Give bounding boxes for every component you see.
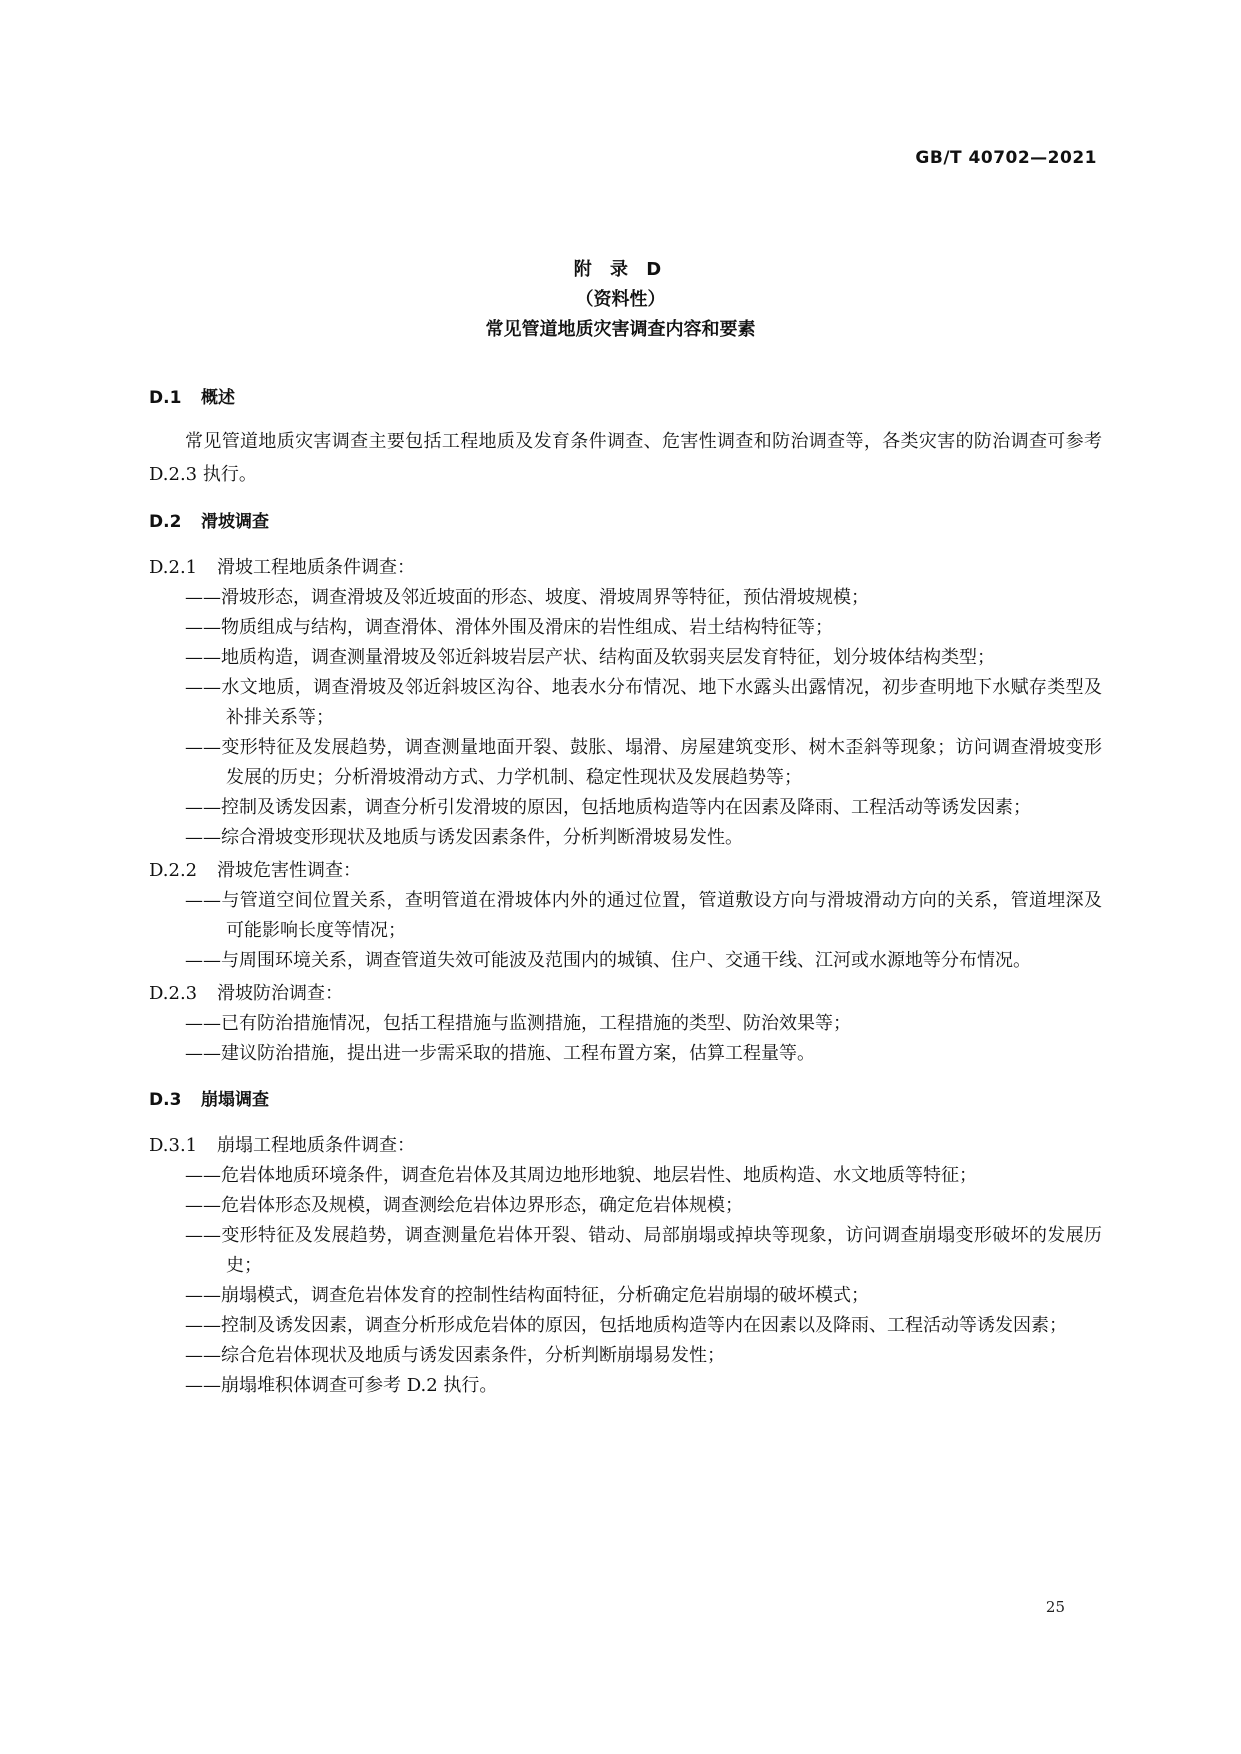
- appendix-title-block: [0, 255, 1241, 345]
- list-item: ——与周围环境关系，调查管道失效可能波及范围内的城镇、住户、交通干线、江河或水源地等分布情况。: [185, 950, 1031, 971]
- list-item: ——已有防治措施情况，包括工程措施与监测措施，工程措施的类型、防治效果等；: [185, 1013, 851, 1034]
- appendix-title: 常见管道地质灾害调查内容和要素: [485, 319, 756, 340]
- list-item: ——危岩体形态及规模，调查测绘危岩体边界形态，确定危岩体规模；: [185, 1195, 743, 1216]
- subsection-heading-d23: D.2.3 滑坡防治调查：: [149, 983, 343, 1004]
- subsection-heading-d21: D.2.1 滑坡工程地质条件调查：: [149, 557, 415, 578]
- appendix-label: 附 录 D: [573, 259, 668, 280]
- list-item: ——地质构造，调查测量滑坡及邻近斜坡岩层产状、结构面及软弱夹层发育特征，划分坡体结构类型；: [185, 647, 995, 668]
- list-item: ——崩塌堆积体调查可参考 D.2 执行。: [185, 1375, 498, 1396]
- list-item: ——综合危岩体现状及地质与诱发因素条件，分析判断崩塌易发性；: [185, 1345, 725, 1366]
- document-body: [149, 383, 1102, 1401]
- list-item: ——崩塌模式，调查危岩体发育的控制性结构面特征，分析确定危岩崩塌的破坏模式；: [185, 1285, 869, 1306]
- standard-number: GB/T 40702—2021: [915, 148, 1097, 168]
- subsection-heading-d31: D.3.1 崩塌工程地质条件调查：: [149, 1135, 415, 1156]
- list-item: ——与管道空间位置关系，查明管道在滑坡体内外的通过位置，管道敷设方向与滑坡滑动方向的关系，管道埋深及可能影响长度等情况；: [185, 890, 1102, 941]
- section-d1-text: 常见管道地质灾害调查主要包括工程地质及发育条件调查、危害性调查和防治调查等，各类灾害的防治调查可参考 D.2.3 执行。: [149, 431, 1102, 485]
- page-number: 25: [1045, 1598, 1065, 1616]
- list-item: ——变形特征及发展趋势，调查测量地面开裂、鼓胀、塌滑、房屋建筑变形、树木歪斜等现象；访问调查滑坡变形发展的历史；分析滑坡滑动方式、力学机制、稳定性现状及发展趋势等；: [185, 737, 1102, 788]
- list-item: ——危岩体地质环境条件，调查危岩体及其周边地形地貌、地层岩性、地质构造、水文地质等特征；: [185, 1165, 977, 1186]
- list-item: ——变形特征及发展趋势，调查测量危岩体开裂、错动、局部崩塌或掉块等现象，访问调查崩塌变形破坏的发展历史；: [185, 1225, 1102, 1276]
- list-item: ——控制及诱发因素，调查分析形成危岩体的原因，包括地质构造等内在因素以及降雨、工程活动等诱发因素；: [185, 1315, 1067, 1336]
- section-heading-d1: D.1 概述: [149, 388, 235, 408]
- list-item: ——综合滑坡变形现状及地质与诱发因素条件，分析判断滑坡易发性。: [185, 827, 743, 848]
- list-item: ——滑坡形态，调查滑坡及邻近坡面的形态、坡度、滑坡周界等特征，预估滑坡规模；: [185, 587, 869, 608]
- subsection-heading-d22: D.2.2 滑坡危害性调查：: [149, 860, 361, 881]
- list-item: ——水文地质，调查滑坡及邻近斜坡区沟谷、地表水分布情况、地下水露头出露情况，初步查明地下水赋存类型及补排关系等；: [185, 677, 1102, 728]
- section-heading-d3: D.3 崩塌调查: [149, 1090, 269, 1110]
- list-item: ——控制及诱发因素，调查分析引发滑坡的原因，包括地质构造等内在因素及降雨、工程活动等诱发因素；: [185, 797, 1031, 818]
- list-item: ——建议防治措施，提出进一步需采取的措施、工程布置方案，估算工程量等。: [185, 1043, 815, 1064]
- section-heading-d2: D.2 滑坡调查: [149, 512, 269, 532]
- appendix-type: （资料性）: [575, 289, 666, 310]
- list-item: ——物质组成与结构，调查滑体、滑体外围及滑床的岩性组成、岩土结构特征等；: [185, 617, 833, 638]
